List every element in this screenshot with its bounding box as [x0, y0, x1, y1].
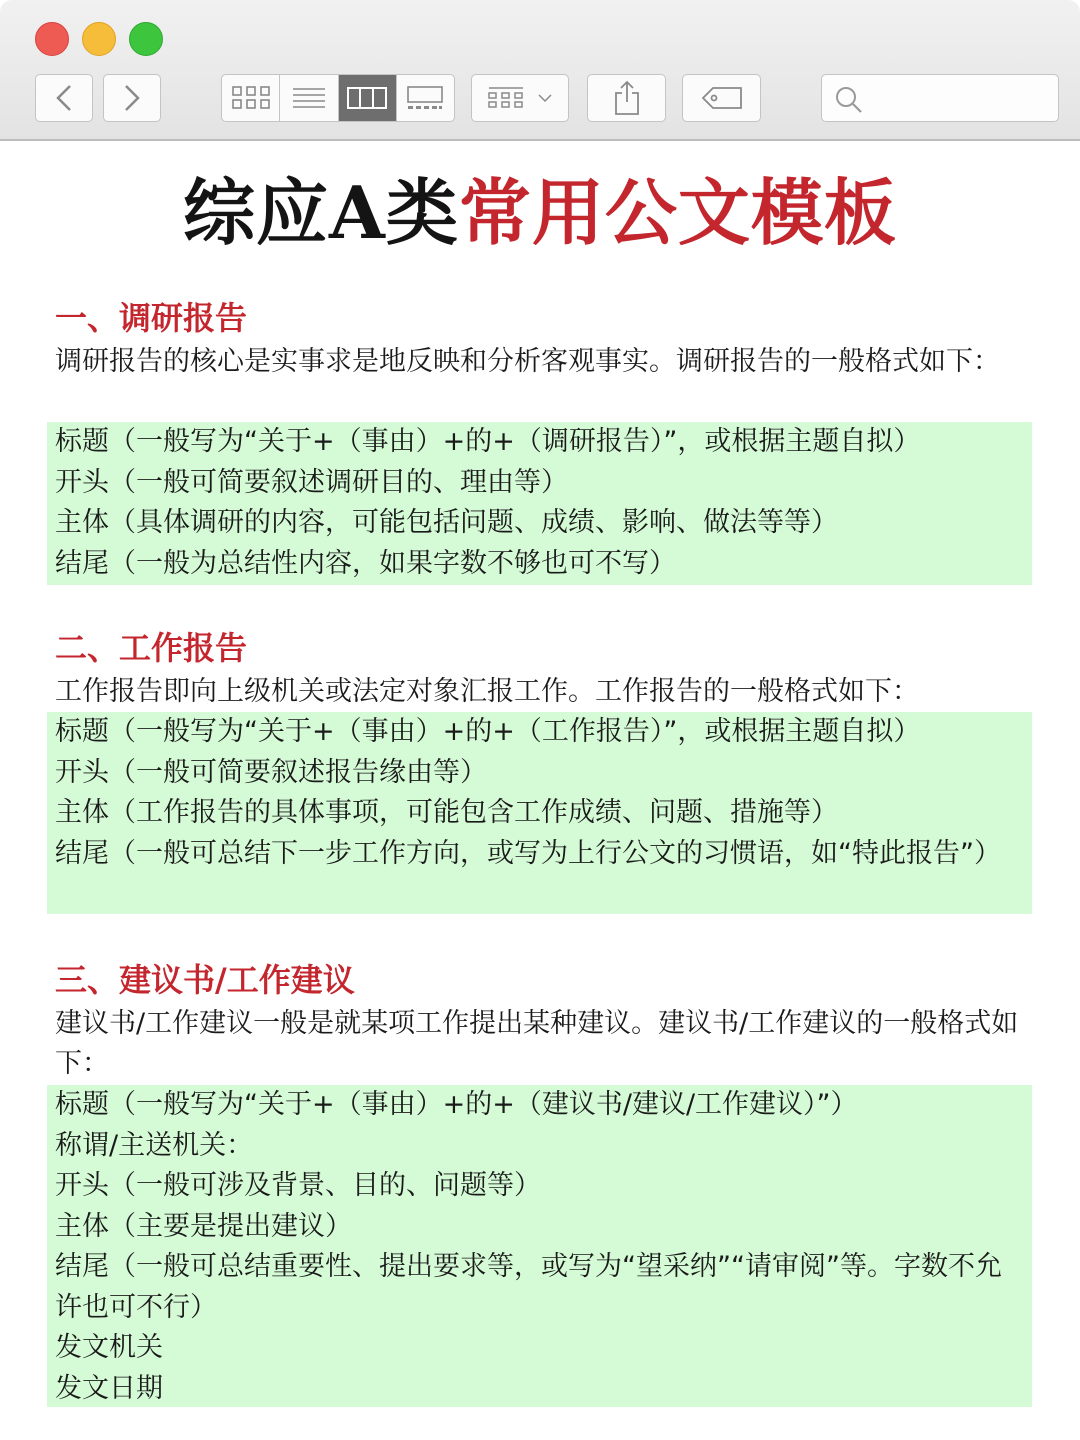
template-line: 发文机关	[55, 1332, 163, 1363]
template-box-proposal	[47, 1085, 1032, 1407]
template-line: 结尾（一般为总结性内容，如果字数不够也可不写）	[55, 547, 676, 579]
group-by-dropdown[interactable]	[471, 74, 569, 122]
group-icon	[485, 85, 555, 111]
tag-button[interactable]	[682, 74, 761, 122]
columns-icon	[347, 86, 387, 110]
template-line: 开头（一般可简要叙述报告缘由等）	[55, 756, 487, 788]
section-heading-work-report: 二、工作报告	[55, 629, 248, 667]
template-line: 主体（工作报告的具体事项，可能包含工作成绩、问题、措施等）	[55, 797, 838, 828]
template-line: 标题（一般写为“关于+（事由）+的+（建议书/建议/工作建议）”）	[55, 1089, 858, 1120]
search-field[interactable]	[821, 74, 1059, 122]
template-line: 主体（具体调研的内容，可能包括问题、成绩、影响、做法等等）	[55, 507, 838, 538]
list-icon	[292, 86, 326, 110]
template-line: 发文日期	[55, 1372, 163, 1404]
search-icon	[834, 85, 864, 115]
section-heading-proposal: 三、建议书/工作建议	[55, 961, 355, 999]
template-line: 开头（一般可简要叙述调研目的、理由等）	[55, 466, 568, 498]
template-line: 称谓/主送机关：	[55, 1129, 254, 1161]
grid-icon	[231, 85, 271, 111]
section-heading-research-report: 一、调研报告	[55, 299, 248, 337]
share-button[interactable]	[587, 74, 666, 122]
template-line: 标题（一般写为“关于+（事由）+的+（调研报告）”，或根据主题自拟）	[55, 426, 921, 457]
tag-icon	[701, 85, 743, 111]
template-line: 结尾（一般可总结重要性、提出要求等，或写为“望采纳”“请审阅”等。字数不允许也可不行）	[55, 1251, 1002, 1323]
icon-view-button[interactable]	[222, 75, 280, 121]
page-title-part2: 常用公文模板	[458, 170, 897, 255]
gallery-icon	[405, 85, 445, 111]
back-button[interactable]	[35, 74, 93, 122]
chevron-left-icon	[52, 83, 76, 113]
section-intro-work-report: 工作报告即向上级机关或法定对象汇报工作。工作报告的一般格式如下：	[55, 676, 919, 707]
section-intro-research-report: 调研报告的核心是实事求是地反映和分析客观事实。调研报告的一般格式如下：	[55, 346, 1000, 377]
section-intro-proposal: 建议书/工作建议一般是就某项工作提出某种建议。建议书/工作建议的一般格式如下：	[55, 1008, 1019, 1079]
close-window-button[interactable]	[35, 22, 69, 56]
column-view-button[interactable]	[339, 75, 397, 121]
chevron-right-icon	[120, 83, 144, 113]
template-line: 主体（主要是提出建议）	[55, 1210, 352, 1242]
maximize-window-button[interactable]	[129, 22, 163, 56]
forward-button[interactable]	[103, 74, 161, 122]
page-title	[0, 168, 1080, 258]
minimize-window-button[interactable]	[82, 22, 116, 56]
template-line: 开头（一般可涉及背景、目的、问题等）	[55, 1170, 541, 1201]
gallery-view-button[interactable]	[397, 75, 454, 121]
template-box-research-report	[47, 422, 1032, 585]
view-mode-selector	[221, 74, 455, 122]
window-toolbar	[0, 0, 1080, 141]
share-icon	[612, 80, 642, 116]
template-box-work-report	[47, 712, 1032, 914]
page-title-part1: 综应A类	[183, 170, 459, 255]
list-view-button[interactable]	[280, 75, 338, 121]
template-line: 结尾（一般可总结下一步工作方向，或写为上行公文的习惯语，如“特此报告”）	[55, 837, 1001, 869]
template-line: 标题（一般写为“关于+（事由）+的+（工作报告）”，或根据主题自拟）	[55, 716, 921, 747]
